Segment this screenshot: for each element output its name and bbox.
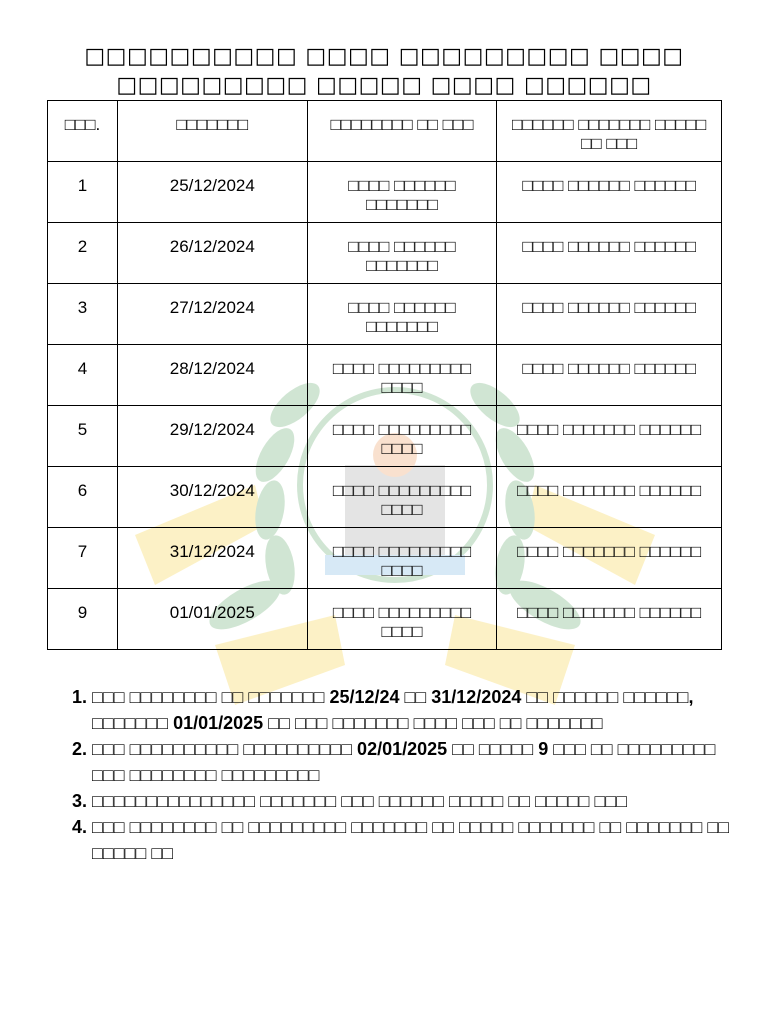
table-row (48, 528, 722, 589)
header-date: □□□□□□□ (117, 101, 307, 162)
note-item: 4. □□□ □□□□□□□□ □□ □□□□□□□□□ □□□□□□□ □□ □□□□□ □□□□□□□ □□ □□□□□□□ □□ □□□□□ □□ (92, 814, 752, 866)
table-row (48, 467, 722, 528)
cell-serial: 7 (48, 528, 118, 589)
cell-date: 26/12/2024 (117, 223, 307, 284)
cell-serial: 1 (48, 162, 118, 223)
cell-column-4: □□□□ □□□□□□ □□□□□□ (497, 223, 722, 284)
schedule-table (47, 100, 722, 650)
cell-column-3: □□□□ □□□□□□□□□ □□□□ (307, 528, 497, 589)
table-row (48, 162, 722, 223)
cell-column-3: □□□□ □□□□□□□□□ □□□□ (307, 406, 497, 467)
cell-serial: 3 (48, 284, 118, 345)
note-item: 1. □□□ □□□□□□□□ □□ □□□□□□□ 25/12/24 □□ 31/12/2024 □□ □□□□□□ □□□□□□, □□□□□□□ 01/01/2025 □□ □□□ □□□□□□□ □□□□ □□□ □□ □□□□□□□ (92, 684, 752, 736)
cell-column-3: □□□□ □□□□□□□□□ □□□□ (307, 589, 497, 650)
note-item: 2. □□□ □□□□□□□□□□ □□□□□□□□□□ 02/01/2025 □□ □□□□□ 9 □□□ □□ □□□□□□□□□ □□□ □□□□□□□□ □□□□□□□□□ (92, 736, 752, 788)
cell-serial: 6 (48, 467, 118, 528)
cell-date: 25/12/2024 (117, 162, 307, 223)
cell-column-4: □□□□ □□□□□□ □□□□□□ (497, 284, 722, 345)
header-column-3: □□□□□□□□ □□ □□□ (307, 101, 497, 162)
title-line-2: □□□□□□□□□ □□□□□ □□□□ □□□□□□ (116, 73, 652, 98)
notes-list (70, 684, 752, 866)
cell-date: 31/12/2024 (117, 528, 307, 589)
table-row (48, 406, 722, 467)
cell-column-4: □□□□ □□□□□□ □□□□□□ (497, 345, 722, 406)
cell-column-4: □□□□ □□□□□□□ □□□□□□ (497, 528, 722, 589)
cell-column-3: □□□□ □□□□□□□□□ □□□□ (307, 345, 497, 406)
cell-column-3: □□□□ □□□□□□ □□□□□□□ (307, 284, 497, 345)
table-row (48, 284, 722, 345)
page-title (0, 42, 768, 100)
table-header-row (48, 101, 722, 162)
table-row (48, 589, 722, 650)
table-row (48, 345, 722, 406)
cell-date: 30/12/2024 (117, 467, 307, 528)
table-row (48, 223, 722, 284)
cell-column-3: □□□□ □□□□□□ □□□□□□□ (307, 223, 497, 284)
title-line-1: □□□□□□□□□□ □□□□ □□□□□□□□□ □□□□ (84, 44, 684, 69)
note-item: 3. □□□□□□□□□□□□□□□ □□□□□□□ □□□ □□□□□□ □□□□□ □□ □□□□□ □□□ (92, 788, 752, 814)
cell-column-3: □□□□ □□□□□□ □□□□□□□ (307, 162, 497, 223)
cell-date: 27/12/2024 (117, 284, 307, 345)
cell-serial: 2 (48, 223, 118, 284)
cell-column-4: □□□□ □□□□□□□ □□□□□□ (497, 589, 722, 650)
header-column-4: □□□□□□ □□□□□□□ □□□□□ □□ □□□ (497, 101, 722, 162)
cell-column-4: □□□□ □□□□□□□ □□□□□□ (497, 406, 722, 467)
cell-serial: 4 (48, 345, 118, 406)
cell-column-3: □□□□ □□□□□□□□□ □□□□ (307, 467, 497, 528)
cell-column-4: □□□□ □□□□□□□ □□□□□□ (497, 467, 722, 528)
cell-serial: 5 (48, 406, 118, 467)
cell-date: 01/01/2025 (117, 589, 307, 650)
cell-date: 28/12/2024 (117, 345, 307, 406)
cell-column-4: □□□□ □□□□□□ □□□□□□ (497, 162, 722, 223)
cell-date: 29/12/2024 (117, 406, 307, 467)
cell-serial: 9 (48, 589, 118, 650)
header-serial: □□□. (48, 101, 118, 162)
